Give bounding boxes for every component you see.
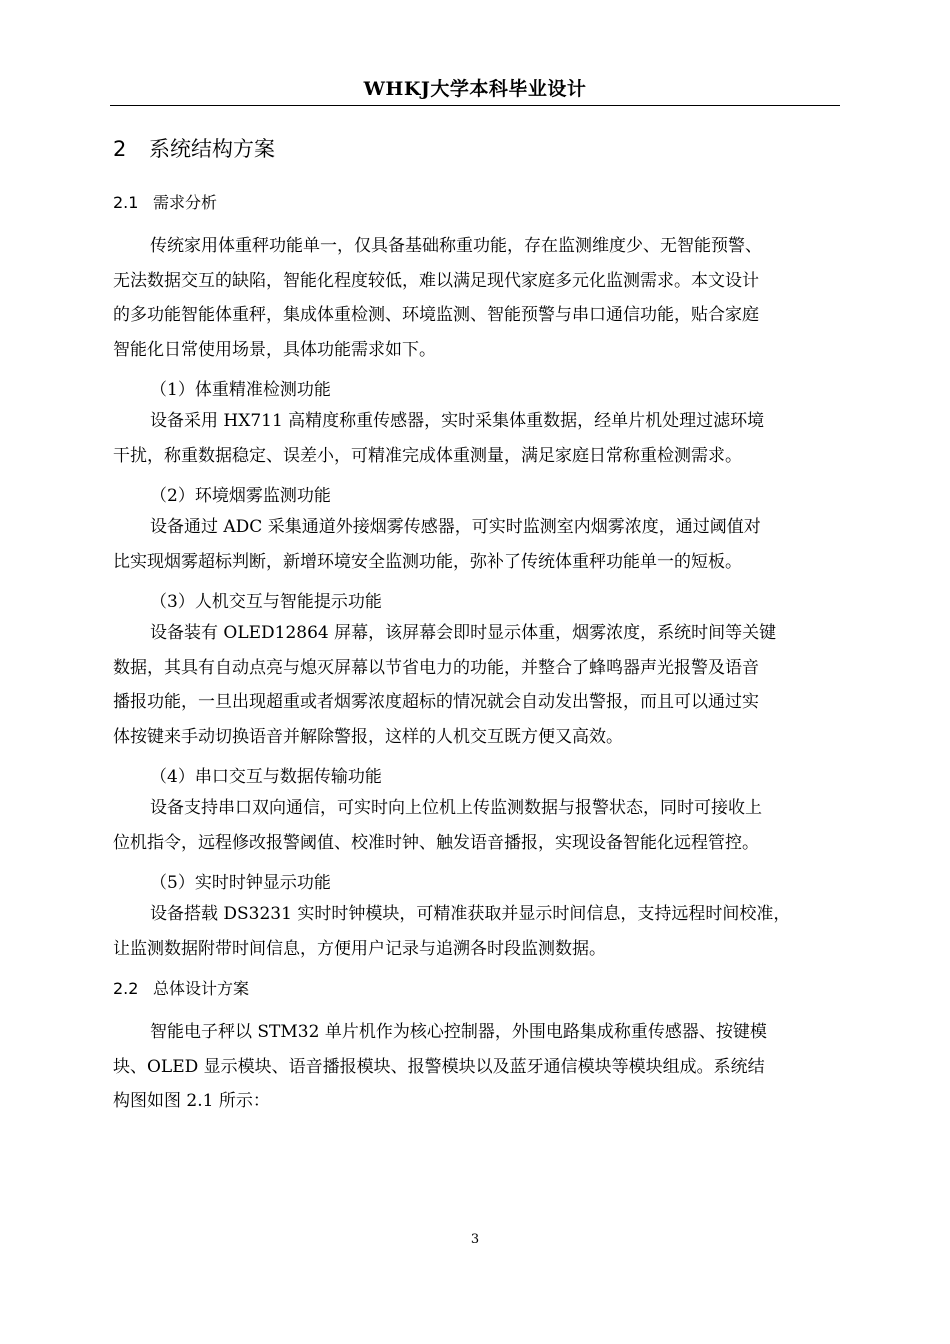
feature-heading-2: （2）环境烟雾监测功能	[150, 486, 331, 506]
text-line: 数据，其具有自动点亮与熄灭屏幕以节省电力的功能，并整合了蜂鸣器声光报警及语音	[113, 657, 759, 678]
text-line: 体按键来手动切换语音并解除警报，这样的人机交互既方便又高效。	[113, 726, 623, 747]
section-number: 2.1	[113, 193, 139, 212]
section-heading-2-2	[113, 976, 249, 999]
design-paragraph	[113, 1015, 840, 1119]
feature-paragraph-4	[113, 791, 840, 860]
text-line: 块、OLED 显示模块、语音播报模块、报警模块以及蓝牙通信模块等模块组成。系统结	[113, 1056, 765, 1077]
feature-heading-5: （5）实时时钟显示功能	[150, 873, 331, 893]
feature-paragraph-3	[113, 616, 840, 754]
intro-paragraph	[113, 229, 840, 367]
text-line: 设备支持串口双向通信，可实时向上位机上传监测数据与报警状态，同时可接收上	[150, 798, 762, 818]
page-number: 3	[470, 1232, 480, 1247]
text-line: 播报功能，一旦出现超重或者烟雾浓度超标的情况就会自动发出警报，而且可以通过实	[113, 692, 759, 712]
text-line: 智能化日常使用场景，具体功能需求如下。	[113, 339, 436, 360]
text-line: 干扰，称重数据稳定、误差小，可精准完成体重测量，满足家庭日常称重检测需求。	[113, 445, 742, 466]
text-line: 设备搭载 DS3231 实时时钟模块，可精准获取并显示时间信息，支持远程时间校准，	[150, 904, 791, 924]
text-line: 的多功能智能体重秤，集成体重检测、环境监测、智能预警与串口通信功能，贴合家庭	[113, 305, 759, 325]
chapter-number: 2	[113, 137, 127, 161]
chapter-heading	[113, 133, 275, 163]
running-header-title: WHKJ大学本科毕业设计	[363, 78, 587, 100]
feature-paragraph-1	[113, 404, 840, 473]
feature-heading-1: （1）体重精准检测功能	[150, 380, 331, 400]
feature-paragraph-5	[113, 897, 840, 966]
text-line: 无法数据交互的缺陷，智能化程度较低，难以满足现代家庭多元化监测需求。本文设计	[113, 270, 759, 291]
section-title: 需求分析	[153, 193, 218, 212]
section-title: 总体设计方案	[153, 979, 250, 998]
text-line: 位机指令，远程修改报警阈值、校准时钟、触发语音播报，实现设备智能化远程管控。	[113, 832, 759, 853]
feature-heading-3: （3）人机交互与智能提示功能	[150, 592, 382, 612]
text-line: 传统家用体重秤功能单一，仅具备基础称重功能，存在监测维度少、无智能预警、	[150, 236, 762, 256]
header-rule	[110, 105, 840, 106]
section-heading-2-1	[113, 190, 217, 213]
text-line: 设备采用 HX711 高精度称重传感器，实时采集体重数据，经单片机处理过滤环境	[150, 411, 765, 431]
text-line: 智能电子秤以 STM32 单片机作为核心控制器，外围电路集成称重传感器、按键模	[150, 1022, 767, 1042]
text-line: 设备装有 OLED12864 屏幕，该屏幕会即时显示体重，烟雾浓度，系统时间等关键	[150, 623, 777, 643]
text-line: 让监测数据附带时间信息，方便用户记录与追溯各时段监测数据。	[113, 938, 606, 959]
chapter-title: 系统结构方案	[149, 137, 275, 161]
text-line: 设备通过 ADC 采集通道外接烟雾传感器，可实时监测室内烟雾浓度，通过阈值对	[150, 517, 761, 537]
feature-heading-4: （4）串口交互与数据传输功能	[150, 767, 382, 787]
text-line: 比实现烟雾超标判断，新增环境安全监测功能，弥补了传统体重秤功能单一的短板。	[113, 551, 742, 572]
feature-paragraph-2	[113, 510, 840, 579]
section-number: 2.2	[113, 979, 139, 998]
text-line: 构图如图 2.1 所示：	[113, 1091, 270, 1111]
